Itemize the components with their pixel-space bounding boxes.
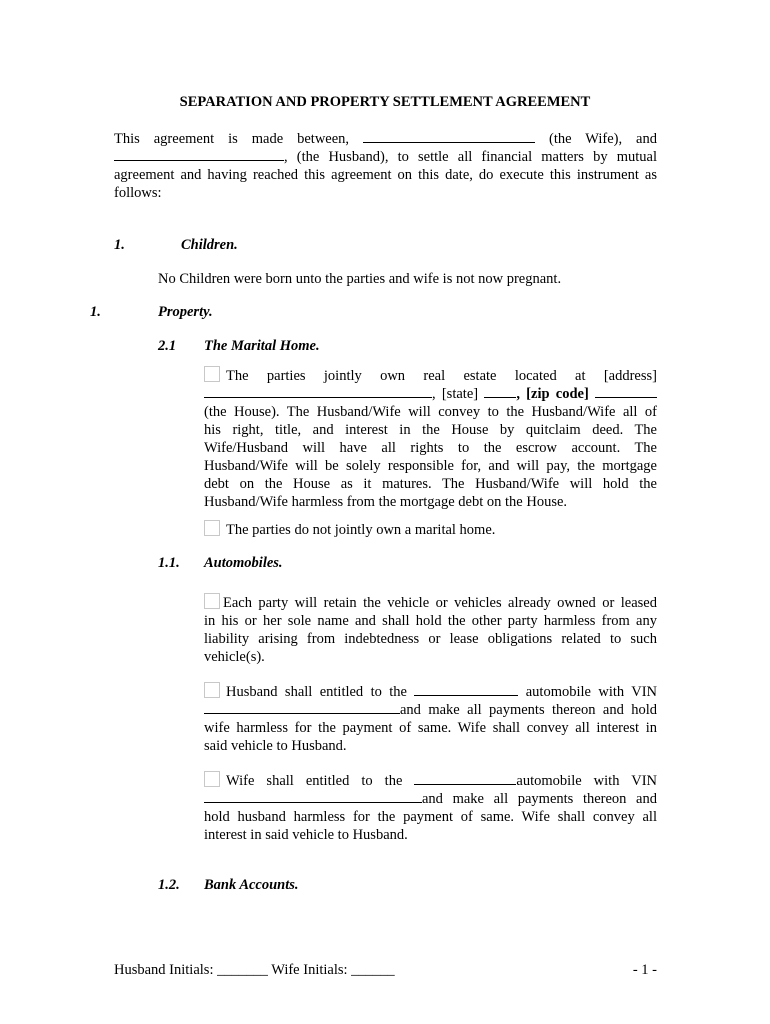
section-heading-children: Children. <box>181 237 238 253</box>
auto-text: and make all payments thereon and hold <box>400 702 657 718</box>
marital-home-line-8: Husband/Wife harmless from the mortgage debt on the House. <box>204 494 568 510</box>
automobiles-option-3 <box>204 771 657 844</box>
document-title: SEPARATION AND PROPERTY SETTLEMENT AGREEMENT <box>179 94 591 110</box>
wife-name-blank[interactable] <box>363 130 535 143</box>
marital-home-line-1 <box>204 366 657 385</box>
automobiles-option-2 <box>204 682 657 755</box>
auto-text: Wife shall entitled to the <box>226 773 403 789</box>
checkbox[interactable] <box>204 593 220 609</box>
marital-home-text: The parties jointly own real estate located at [address] <box>226 368 657 384</box>
section-number: 1. <box>90 304 101 320</box>
marital-home-line-6: Husband/Wife will be solely responsible for, and will pay, the mortgage <box>204 458 657 474</box>
auto-opt3-line-2 <box>204 790 657 808</box>
marital-home-line-7: debt on the House as it matures. The Husband/Wife will hold the <box>204 476 657 492</box>
subsection-number: 1.1. <box>158 555 180 571</box>
intro-text: This agreement is made between, <box>114 131 350 147</box>
checkbox[interactable] <box>204 366 220 382</box>
auto-opt1-line-3: liability arising from indebtedness or lease obligations related to such <box>204 631 657 647</box>
zip-code-blank[interactable] <box>595 385 657 398</box>
auto-opt2-line-4: said vehicle to Husband. <box>204 738 347 754</box>
marital-home-option-2-text: The parties do not jointly own a marital home. <box>226 522 496 538</box>
auto-opt2-line-3: wife harmless for the payment of same. Wife shall convey all interest in <box>204 720 657 736</box>
auto-text: Husband shall entitled to the <box>226 684 407 700</box>
auto-opt2-line-2 <box>204 701 657 719</box>
intro-text: , (the Husband), to settle all financial matters by mutual <box>284 149 657 165</box>
husband-name-blank[interactable] <box>114 148 284 161</box>
automobiles-option-1 <box>204 593 657 666</box>
page-footer <box>114 962 657 979</box>
marital-home-option-2 <box>204 520 657 539</box>
checkbox[interactable] <box>204 682 220 698</box>
section-number: 1. <box>114 237 125 253</box>
auto-text: automobile with VIN <box>516 773 658 789</box>
auto-opt3-line-4: interest in said vehicle to Husband. <box>204 827 408 843</box>
marital-home-option-1 <box>204 366 657 511</box>
section-heading-property: Property. <box>158 304 213 320</box>
husband-automobile-blank[interactable] <box>414 683 518 696</box>
intro-line-4: follows: <box>114 185 162 201</box>
auto-opt1-line-2: in his or her sole name and shall hold the other party harmless from any <box>204 613 657 629</box>
intro-line-1 <box>114 130 657 148</box>
auto-text: automobile with VIN <box>525 684 658 700</box>
auto-opt2-line-1 <box>204 682 657 701</box>
subsection-number: 2.1 <box>158 338 177 354</box>
marital-home-line-4: his right, title, and interest in the House by quitclaim deed. The <box>204 422 657 438</box>
state-blank[interactable] <box>484 385 516 398</box>
marital-home-text: , [zip code] <box>516 386 589 402</box>
children-text: No Children were born unto the parties and wife is not now pregnant. <box>158 271 562 287</box>
marital-home-line-2 <box>204 385 657 403</box>
intro-text: (the Wife), and <box>548 131 657 147</box>
wife-vin-blank[interactable] <box>204 790 422 803</box>
auto-text: Each party will retain the vehicle or vehicles already owned or leased <box>223 595 657 611</box>
auto-opt3-line-1 <box>204 771 657 790</box>
intro-paragraph <box>114 130 657 202</box>
intro-line-2 <box>114 148 657 166</box>
auto-opt1-line-4: vehicle(s). <box>204 649 265 665</box>
subsection-heading-marital-home: The Marital Home. <box>204 338 320 354</box>
auto-text: and make all payments thereon and <box>422 791 657 807</box>
marital-home-line-5: Wife/Husband will have all rights to the escrow account. The <box>204 440 657 456</box>
intro-line-3: agreement and having reached this agreement on this date, do execute this instrument as <box>114 167 657 183</box>
page-number: - 1 - <box>632 962 657 978</box>
subsection-heading-bank-accounts: Bank Accounts. <box>204 877 299 893</box>
address-blank[interactable] <box>204 385 432 398</box>
husband-vin-blank[interactable] <box>204 701 400 714</box>
subsection-heading-automobiles: Automobiles. <box>204 555 283 571</box>
checkbox[interactable] <box>204 771 220 787</box>
initials-line: Husband Initials: _______ Wife Initials: ______ <box>114 962 395 978</box>
wife-automobile-blank[interactable] <box>414 772 516 785</box>
auto-opt1-line-1 <box>204 593 657 612</box>
checkbox[interactable] <box>204 520 220 536</box>
subsection-number: 1.2. <box>158 877 180 893</box>
marital-home-line-3: (the House). The Husband/Wife will convey to the Husband/Wife all of <box>204 404 657 420</box>
auto-opt3-line-3: hold husband harmless for the payment of same. Wife shall convey all <box>204 809 657 825</box>
marital-home-text: , [state] <box>432 386 479 402</box>
